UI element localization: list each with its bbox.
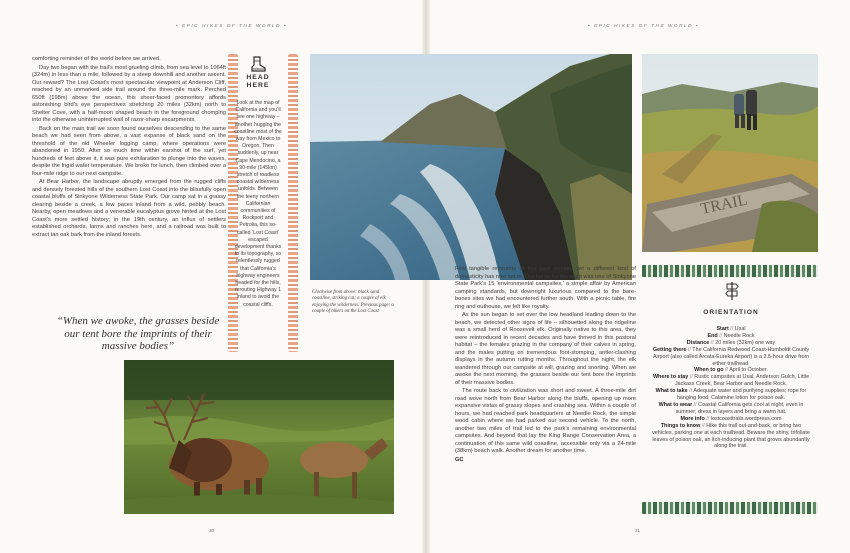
orientation-label: End bbox=[707, 332, 718, 339]
orientation-label: When to go bbox=[694, 367, 724, 374]
orientation-item: What to wear // Coastal California gets cool at night, even in summer; dress in layers and bring a warm hat. bbox=[658, 401, 804, 415]
orientation-label: Distance bbox=[686, 339, 710, 346]
orientation-value: April to October. bbox=[729, 367, 768, 374]
svg-text:TRAIL: TRAIL bbox=[699, 191, 749, 218]
orientation-list bbox=[652, 326, 810, 450]
page-number-right: 31 bbox=[635, 528, 641, 533]
paragraph: Few tangible remnants of this past remain, yet a different kind of domesticity has now set in. Our home for the night was one of Sinkyone State Park’s 15 ‘environmental campsites,’ a simple affair by American camping standards, but downright luxurious compared to the bare-bones sites we had encountered further south. With a picnic table, fire ring and outhouse, we felt like royalty. bbox=[455, 266, 636, 310]
floral-border-right bbox=[288, 54, 298, 352]
orientation-item: Getting there // The California Redwood Coast-Humboldt County Airport (also called Arcata-Eureka Airport) is a 2.5-hour drive from either trailhead. bbox=[652, 346, 810, 367]
elk-photo bbox=[124, 360, 394, 514]
sidebar-title-line: HEAD bbox=[246, 74, 270, 81]
paragraph: Back on the main trail we soon found ourselves descending to the same beach we had seen from above, a vast expanse of black sand on the threshold of the old Wheeler logging camp, where operations were abandoned in 1950. After so much time within earshot of the surf, yet hundreds of feet above it, it was pure exhilaration to plunge into the waves, despite the frigid water temperature. We broke for lunch, then climbed over a four-mile ridge to our next campsite. bbox=[32, 125, 226, 177]
decorative-band-top bbox=[642, 265, 818, 277]
orientation-item: What to take // Adequate water and purifying supplies; rope for hanging food; Calamine lotion for poison oak. bbox=[655, 388, 807, 402]
orientation-label: More info bbox=[680, 415, 705, 422]
byline: GC bbox=[455, 456, 464, 463]
orientation-item: End // Needle Rock bbox=[707, 332, 755, 339]
orientation-item: Start // Usal bbox=[716, 326, 746, 332]
orientation-value: The California Redwood Coast-Humboldt County Airport (also called Arcata-Eureka Airport) is a 2.5-hour drive from either trailhead. bbox=[652, 346, 810, 367]
running-head-left: • EPIC HIKES OF THE WORLD • bbox=[176, 23, 288, 28]
sidebar-title bbox=[238, 74, 278, 90]
paragraph: At Bear Harbor, the landscape abruptly emerged from the rugged cliffs and densely forested hills of the southern Lost Coast into the blissfully open coastal bluffs of Sinkyone Wilderness State Park. Our camp sat in a grassy clearing beside a creek, a few paces inland from a wild, pebbly beach. Nearby, open meadows and a venerable eucalyptus grove hinted at the Lost Coast’s more settled history; in the 19th century, an influx of settlers established orchards, farms and ranches here, and a railroad was built to extract tan oak bark from the inland forests. bbox=[32, 179, 226, 238]
hikers-photo bbox=[642, 54, 818, 252]
right-body-column bbox=[455, 266, 636, 464]
orientation-value: Coastal California gets cool at night, even in summer; dress in layers and bring a warm hat. bbox=[675, 401, 804, 415]
orientation-item: When to go // April to October. bbox=[694, 367, 768, 374]
orientation-item: Distance // 20 miles (32km) one way bbox=[686, 339, 776, 346]
orientation-item: Things to know // Hike this trail out-and-back, or bring two vehicles, parking one at each trailhead. Beware the shiny, trifoliate leaves of poison oak, an itch-inducing plant that grows abundantly along the trail. bbox=[652, 422, 810, 450]
sidebar-title-line: HERE bbox=[246, 82, 270, 89]
orientation-value: Rustic campsites at Usal, Anderson Gulch, Little Jackass Creek, Bear Harbor and Needle Rock. bbox=[674, 374, 810, 388]
orientation-label: Getting there bbox=[652, 346, 687, 353]
orientation-item: Where to stay // Rustic campsites at Usal, Anderson Gulch, Little Jackass Creek, Bear Harbor and Needle Rock. bbox=[652, 374, 810, 388]
orientation-value: lostcoasttrails.wordpress.com bbox=[710, 415, 782, 422]
coastline-photo bbox=[310, 54, 632, 280]
orientation-value: Needle Rock bbox=[723, 332, 755, 339]
orientation-label: Start bbox=[716, 326, 729, 332]
pull-quote: “When we awoke, the grasses beside our tent bore the imprints of their massive bodies” bbox=[56, 315, 220, 352]
orientation-label: Things to know bbox=[660, 422, 701, 429]
signpost-icon bbox=[725, 281, 739, 301]
orientation-title: ORIENTATION bbox=[703, 309, 759, 316]
paragraph: As the sun began to set over the low headland leading down to the beach, we detected other signs of life – silhouetted along the ridgeline was a small herd of Roosevelt elk. Originally native to this area, they were reintroduced in recent decades and have thrived in this pastoral habitat – the females grazing in the company of their calves in spring, and the males putting on tremendous foot-stomping, antler-clashing displays in the autumn rutting months. Throughout the night, the elk wandered through our campsite at will, grazing and snorting. When we awoke the next morning, the grasses beside our tent bore the imprints of their massive bodies. bbox=[455, 312, 636, 386]
orientation-value: 20 miles (32km) one way bbox=[715, 339, 776, 346]
orientation-label: What to wear bbox=[658, 401, 693, 408]
orientation-item: More info // lostcoasttrails.wordpress.com bbox=[680, 415, 782, 422]
orientation-label: Where to stay bbox=[652, 374, 689, 381]
orientation-value: Adequate water and purifying supplies; rope for hanging food; Calamine lotion for poison oak. bbox=[676, 388, 807, 402]
decorative-band-bottom bbox=[642, 502, 818, 514]
paragraph: Day two began with the trail’s most grueling climb, from sea level to 1064ft (324m) in less than a mile, followed by a steep downhill and another ascent. Our reward? The Lost Coast’s most spectacular viewpoint at Anderson Cliff, reached by an unmarked side trail around the three-mile mark. Perched 650ft (198m) above the ocean, this sheer-faced promontory affords astonishing bird’s eye perspectives stretching 20 miles (32km) north to Shelter Cove, with a half-moon shaped beach in the foreground chomping into the otherwise uninterrupted wall of razor-sharp escarpments. bbox=[32, 64, 226, 123]
orientation-label: What to take bbox=[655, 388, 688, 395]
photo-caption: Clockwise from above: black sand coastline, striking cat; a couple of elk enjoying the wilderness. Previous page: a couple of hikers on the Lost Coast bbox=[312, 290, 394, 315]
orientation-value: Usal bbox=[734, 326, 746, 332]
hiking-boot-icon bbox=[250, 56, 266, 73]
paragraph: comforting reminder of the world before we arrived. bbox=[32, 56, 161, 62]
orientation-value: Hike this trail out-and-back, or bring two vehicles, parking one at each trailhead. Beware the shiny, trifoliate leaves of poison oak, an itch-inducing plant that grows abundantly along the trail. bbox=[652, 422, 810, 450]
left-body-column bbox=[32, 56, 226, 240]
paragraph: The route back to civilization was short and sweet. A three-mile dirt road wove north from Bear Harbor along the bluffs, opening up more expansive vistas of grassy slopes and crashing sea. Within a couple of hours, we had reached park headquarters at Needle Rock, the simple wood cabin where we had parked our second vehicle. To the north, another two miles of trail led to the park’s remaining environmental campsites. And beyond that lay the King Range Conservation Area, a continuation of this same wild coastline, accessible only via a 24-mile (38km) beach walk. Another dream for another time. bbox=[455, 388, 636, 454]
page-number-left: 30 bbox=[209, 528, 215, 533]
sidebar-body: Look at the map of California and you’ll see one highway – another hugging the coastline most of the way from Mexico to Oregon. Then suddenly, up near Cape Mendocino, a 90-mile (145km) stretch of roadless coastal wilderness unfolds. Between the teeny northern Californian communities of Rockport and Petrolia, this so-called ‘Lost Coast’ escaped development thanks to its topography, so relentlessly rugged that California’s highway engineers headed for the hills, rerouting Highway 1 inland to avoid the coastal cliffs. bbox=[234, 100, 282, 308]
running-head-right: • EPIC HIKES OF THE WORLD • bbox=[588, 23, 700, 28]
